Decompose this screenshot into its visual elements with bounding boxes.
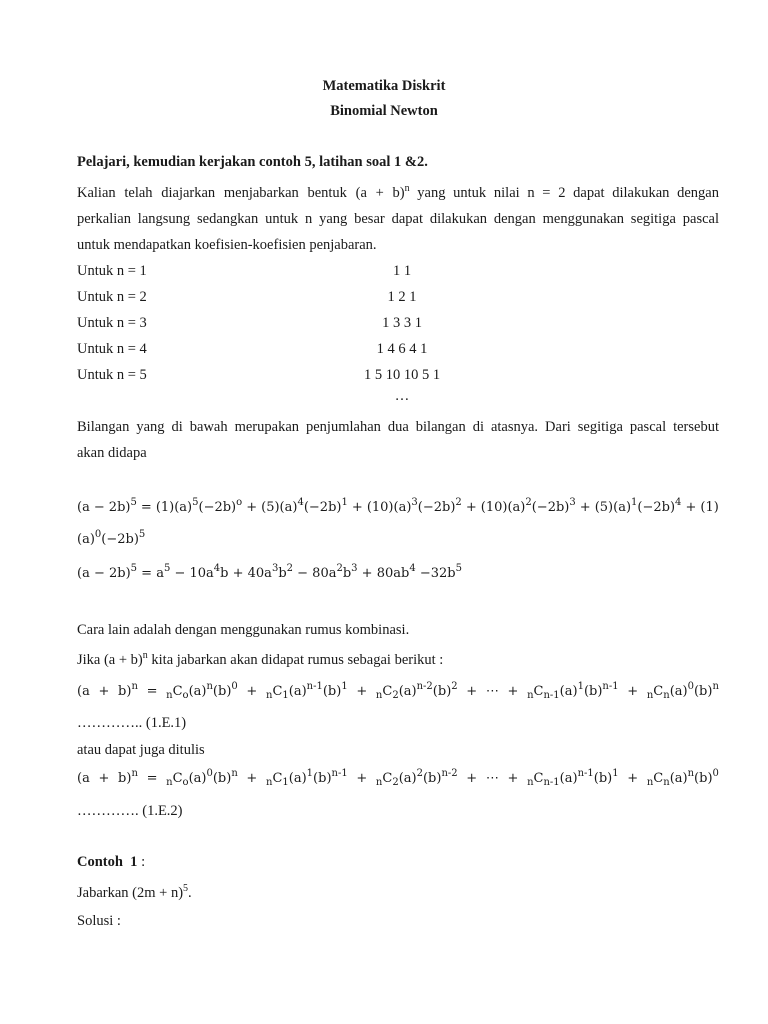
example-task-sup: 5	[183, 883, 189, 894]
example-heading	[77, 852, 719, 872]
expansion-equation: (a − 2b)$^5$ = $(1)(a)^5(-2b)^o$ + $(5)(a)^4(-2b)^1$ + $(10)(a)^3(-2b)^2$ + $(10)(a)^2(-2b)^3$ + $(5)(a)^1(-2b)^4$ + (1)	[77, 497, 719, 515]
formula-1e1-ref: ………….. (1.E.1)	[77, 715, 187, 731]
pascal-row-4: 1 4 6 4 1	[376, 341, 428, 357]
document-subtitle: Binomial Newton	[330, 103, 438, 119]
formula-1e1: (a + b)$^n$ = $_nC_o(a)^n(b)^0$ + $_nC_1(a)^{n-1}(b)^1$ + $_nC_2(a)^{n-2}(b)^2$ + ⋯ + $_nC_{n-1}(a)^1(b)^{n-1}$ + $_nC_n(a)^0(b)^n$	[77, 681, 719, 701]
instruction: Pelajari, kemudian kerjakan contoh 5, latihan soal 1 &2.	[77, 154, 428, 170]
pascal-label-4: Untuk n = 4	[77, 341, 147, 357]
formula-1e2: (a + b)$^n$ = $_nC_o(a)^0(b)^n$ + $_nC_1(a)^1(b)^{n-1}$ + $_nC_2(a)^2(b)^{n-2}$ + ⋯ + $_nC_{n-1}(a)^{n-1}(b)^1$ + $_nC_n(a)^n(b)^0$	[77, 768, 719, 788]
pascal-row-5: 1 5 10 10 5 1	[363, 367, 441, 383]
paragraph2-line-2: akan didapa	[77, 445, 147, 461]
example-task-text: Jabarkan (2m + n)	[77, 885, 184, 901]
example-solution: Solusi :	[77, 913, 121, 929]
intro-line-2: perkalian langsung sedangkan untuk n yang besar dapat dilakukan dengan menggunakan segitiga pascal	[77, 211, 719, 227]
example-title: Contoh 1	[77, 854, 138, 870]
formula-1e2-ref: …………. (1.E.2)	[77, 803, 183, 819]
example-task	[77, 883, 719, 903]
intro-sup-n: n	[404, 183, 410, 194]
alt-text: atau dapat juga ditulis	[77, 742, 205, 758]
section2-sup-n: n	[142, 650, 148, 661]
section2-line-1: Cara lain adalah dengan menggunakan rumus kombinasi.	[77, 622, 410, 638]
pascal-row-1: 1 1	[392, 263, 412, 279]
expansion-result: $(a - 2b)^5 = a^5 - 10a^4b + 40a^3b^2 - 80a^2b^3 + 80ab^4 -32b^5$	[77, 563, 462, 581]
document-title: Matematika Diskrit	[322, 78, 446, 94]
intro-text-b: yang untuk nilai n = 2 dapat dilakukan dengan	[409, 185, 719, 201]
intro-text-a2: Kalian telah diajarkan menjabarkan bentuk (a + b)	[77, 185, 405, 201]
pascal-label-3: Untuk n = 3	[77, 315, 147, 331]
pascal-row-2: 1 2 1	[387, 289, 417, 305]
paragraph2-line-1: Bilangan yang di bawah merupakan penjumlahan dua bilangan di atasnya. Dari segitiga pascal tersebut	[77, 419, 719, 435]
pascal-label-5: Untuk n = 5	[77, 367, 147, 383]
section2-text-a: Jika (a + b)	[77, 652, 143, 668]
section2-text-b: kita jabarkan akan didapat rumus sebagai berikut :	[147, 652, 444, 668]
example-task-end: .	[188, 885, 192, 901]
section2-line-2	[77, 650, 719, 670]
pascal-label-2: Untuk n = 2	[77, 289, 147, 305]
pascal-ellipsis: …	[394, 388, 410, 404]
pascal-row-3: 1 3 3 1	[382, 315, 422, 331]
intro-line-3: untuk mendapatkan koefisien-koefisien penjabaran.	[77, 237, 377, 253]
intro-line-1-full	[77, 183, 719, 203]
expansion-equation-cont: $(a)^0(-2b)^5$	[77, 529, 146, 547]
pascal-label-1: Untuk n = 1	[77, 263, 147, 279]
example-colon: :	[137, 854, 146, 870]
